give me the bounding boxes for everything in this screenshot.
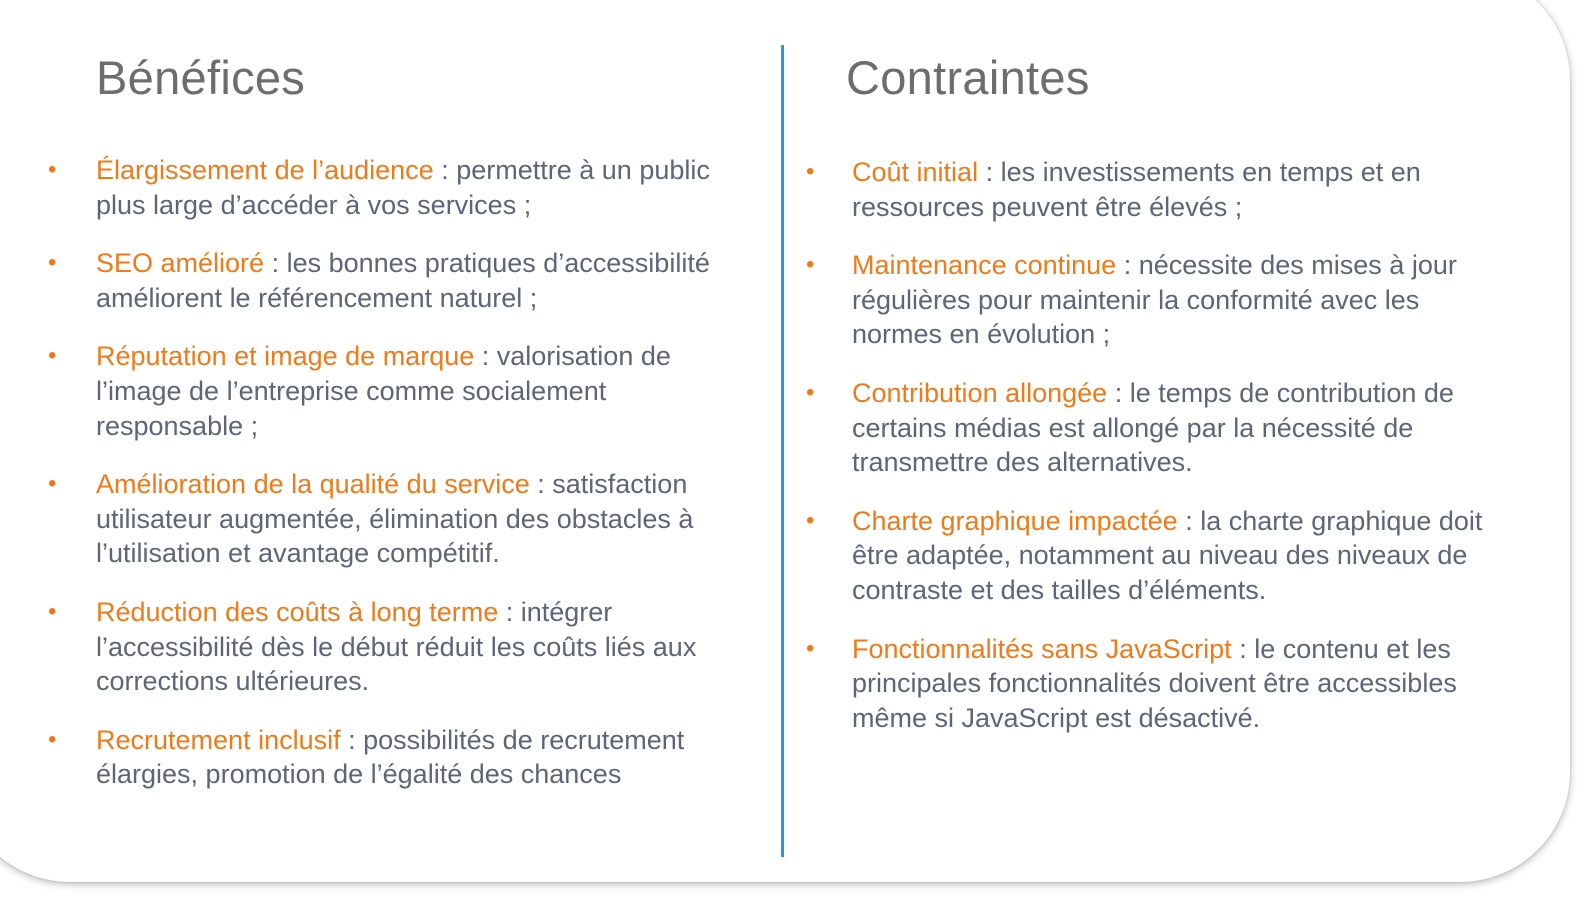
bullet-icon: • (806, 634, 815, 662)
item-term: Réputation et image de marque (96, 341, 475, 372)
item-separator: : (978, 157, 1001, 187)
item-text: le temps de contribution de certains médias est allongé par la nécessité de transmettre des alternatives. (852, 377, 1454, 478)
bullet-icon: • (48, 342, 57, 370)
list-item (0, 467, 760, 571)
list-item (0, 246, 760, 315)
item-separator: : (264, 248, 287, 279)
item-separator: : (433, 155, 457, 185)
list-item (0, 723, 760, 792)
item-separator: : (1107, 377, 1130, 408)
item-term: Maintenance continue (852, 250, 1117, 281)
item-term: Coût initial (852, 157, 979, 187)
list-item (0, 339, 760, 443)
bullet-icon: • (806, 378, 815, 406)
item-text: intégrer l’accessibilité dès le début réduit les coûts liés aux corrections ultérieures. (96, 596, 697, 697)
item-text: possibilités de recrutement élargies, promotion de l’égalité des chances (96, 724, 685, 790)
column-divider (781, 45, 784, 857)
list-item (790, 632, 1510, 736)
list-item (0, 153, 760, 222)
benefits-title: Bénéfices (96, 51, 306, 104)
item-term: Amélioration de la qualité du service (96, 469, 530, 500)
item-separator: : (474, 341, 497, 372)
item-separator: : (340, 724, 364, 755)
item-text: valorisation de l’image de l’entreprise comme socialement responsable ; (96, 341, 671, 441)
item-term: SEO amélioré (96, 248, 265, 279)
list-item (790, 376, 1510, 480)
constraints-title: Contraintes (846, 51, 1090, 104)
item-text: les bonnes pratiques d’accessibilité améliorent le référencement naturel ; (96, 248, 710, 313)
item-term: Charte graphique impactée (852, 505, 1178, 536)
item-text: le contenu et les principales fonctionnalités doivent être accessibles même si JavaScript est désactivé. (852, 633, 1457, 733)
item-text: satisfaction utilisateur augmentée, élimination des obstacles à l’utilisation et avantage compétitif. (96, 469, 694, 569)
item-separator: : (529, 469, 553, 500)
item-term: Contribution allongée (852, 377, 1108, 408)
bullet-icon: • (806, 158, 815, 185)
bullet-icon: • (48, 470, 57, 498)
list-item (790, 155, 1510, 224)
item-text: permettre à un public plus large d’accéder à vos services ; (96, 155, 710, 220)
item-term: Fonctionnalités sans JavaScript (852, 633, 1232, 664)
item-text: nécessite des mises à jour régulières pour maintenir la conformité avec les normes en évolution ; (852, 250, 1457, 350)
bullet-icon: • (48, 725, 57, 753)
item-separator: : (1231, 633, 1255, 664)
bullet-icon: • (48, 597, 57, 625)
list-item (790, 248, 1510, 352)
item-text: la charte graphique doit être adaptée, notamment au niveau des niveaux de contraste et des tailles d’éléments. (852, 505, 1483, 605)
benefits-list (0, 153, 760, 816)
item-separator: : (1177, 505, 1201, 536)
item-term: Recrutement inclusif (96, 724, 341, 755)
item-term: Réduction des coûts à long terme (96, 596, 499, 627)
list-item (790, 504, 1510, 608)
list-item (0, 595, 760, 699)
item-text: les investissements en temps et en ressources peuvent être élevés ; (852, 157, 1421, 222)
item-separator: : (498, 596, 521, 627)
bullet-icon: • (48, 249, 57, 277)
constraints-list (790, 155, 1510, 759)
bullet-icon: • (48, 156, 57, 183)
item-separator: : (1116, 250, 1139, 281)
item-term: Élargissement de l’audience (96, 155, 434, 185)
bullet-icon: • (806, 251, 815, 279)
bullet-icon: • (806, 506, 815, 534)
